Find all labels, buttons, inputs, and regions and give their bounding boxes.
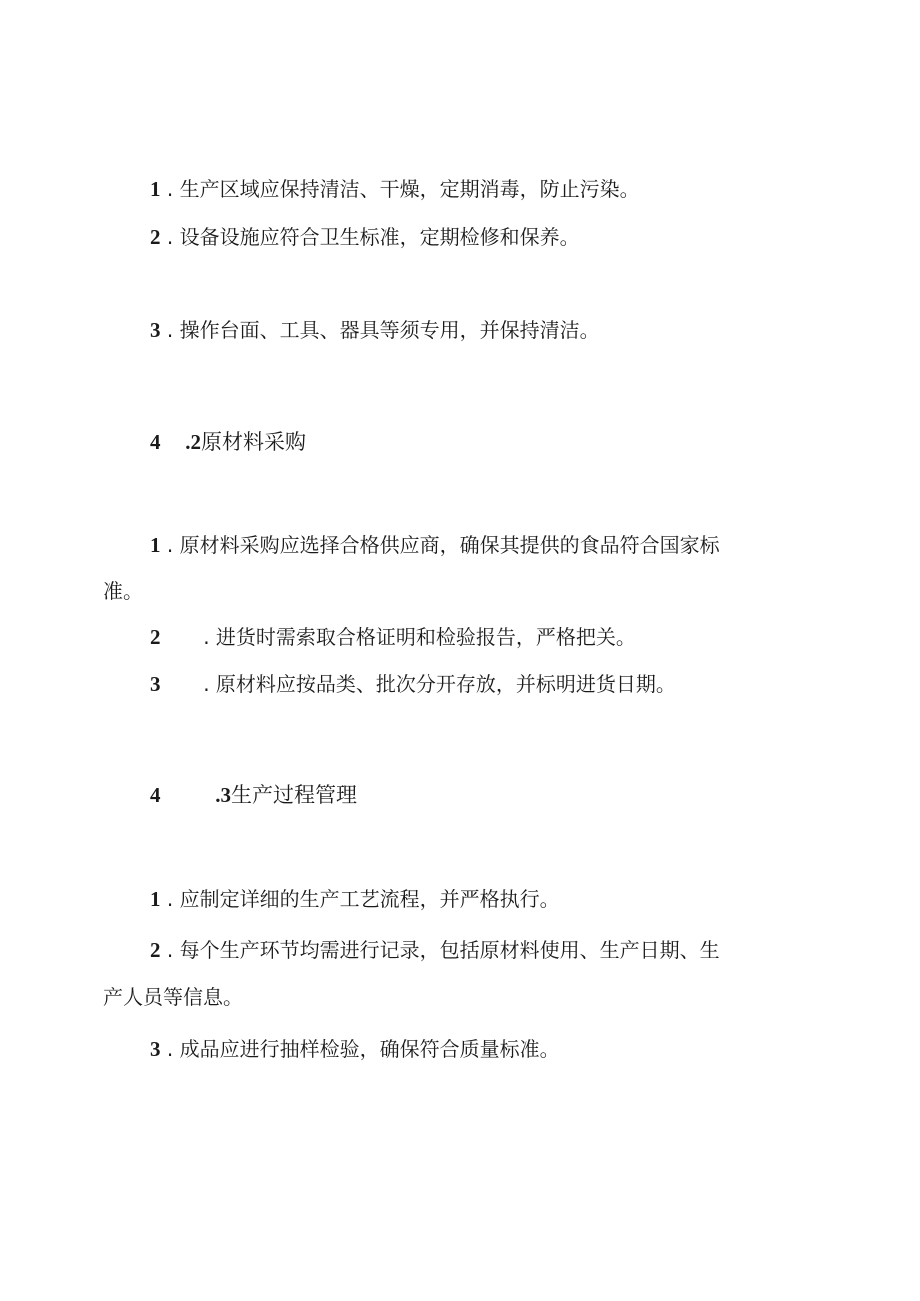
item-number: 2 <box>150 225 161 249</box>
item-text: . 每个生产环节均需进行记录，包括原材料使用、生产日期、生 <box>166 938 720 962</box>
list-item <box>150 177 640 201</box>
item-number: 3 <box>150 672 161 696</box>
list-item-continuation <box>103 985 243 1009</box>
list-item <box>150 887 560 911</box>
list-item <box>150 225 580 249</box>
item-text: . 操作台面、工具、器具等须专用，并保持清洁。 <box>166 318 600 342</box>
list-item <box>150 1037 560 1061</box>
list-item-continuation <box>103 579 143 603</box>
list-item <box>150 533 720 557</box>
list-item <box>150 318 600 342</box>
item-number: 3 <box>150 1037 161 1061</box>
item-text: . 设备设施应符合卫生标准，定期检修和保养。 <box>166 225 580 249</box>
item-number: 2 <box>150 625 161 649</box>
item-number: 3 <box>150 318 161 342</box>
heading-title: 生产过程管理 <box>230 783 357 807</box>
heading-subnumber: .3 <box>215 783 231 807</box>
heading-subnumber: .2 <box>185 430 201 454</box>
item-number: 2 <box>150 938 161 962</box>
list-item <box>150 625 636 649</box>
item-number: 1 <box>150 887 161 911</box>
item-text: . 应制定详细的生产工艺流程，并严格执行。 <box>166 887 560 911</box>
item-number: 1 <box>150 177 161 201</box>
item-text: . 原材料应按品类、批次分开存放，并标明进货日期。 <box>203 672 676 696</box>
item-text: . 成品应进行抽样检验，确保符合质量标准。 <box>166 1037 560 1061</box>
item-text: . 生产区域应保持清洁、干燥，定期消毒，防止污染。 <box>166 177 640 201</box>
section-heading <box>150 430 306 454</box>
list-item <box>150 938 720 962</box>
heading-number: 4 <box>150 430 161 454</box>
list-item <box>150 672 676 696</box>
item-text: . 原材料采购应选择合格供应商，确保其提供的食品符合国家标 <box>166 533 720 557</box>
item-text: . 进货时需索取合格证明和检验报告，严格把关。 <box>203 625 636 649</box>
section-heading <box>150 783 357 807</box>
heading-title: 原材料采购 <box>200 430 306 454</box>
heading-number: 4 <box>150 783 161 807</box>
item-number: 1 <box>150 533 161 557</box>
item-text: 产人员等信息。 <box>103 985 243 1009</box>
item-text: 准。 <box>103 579 143 603</box>
